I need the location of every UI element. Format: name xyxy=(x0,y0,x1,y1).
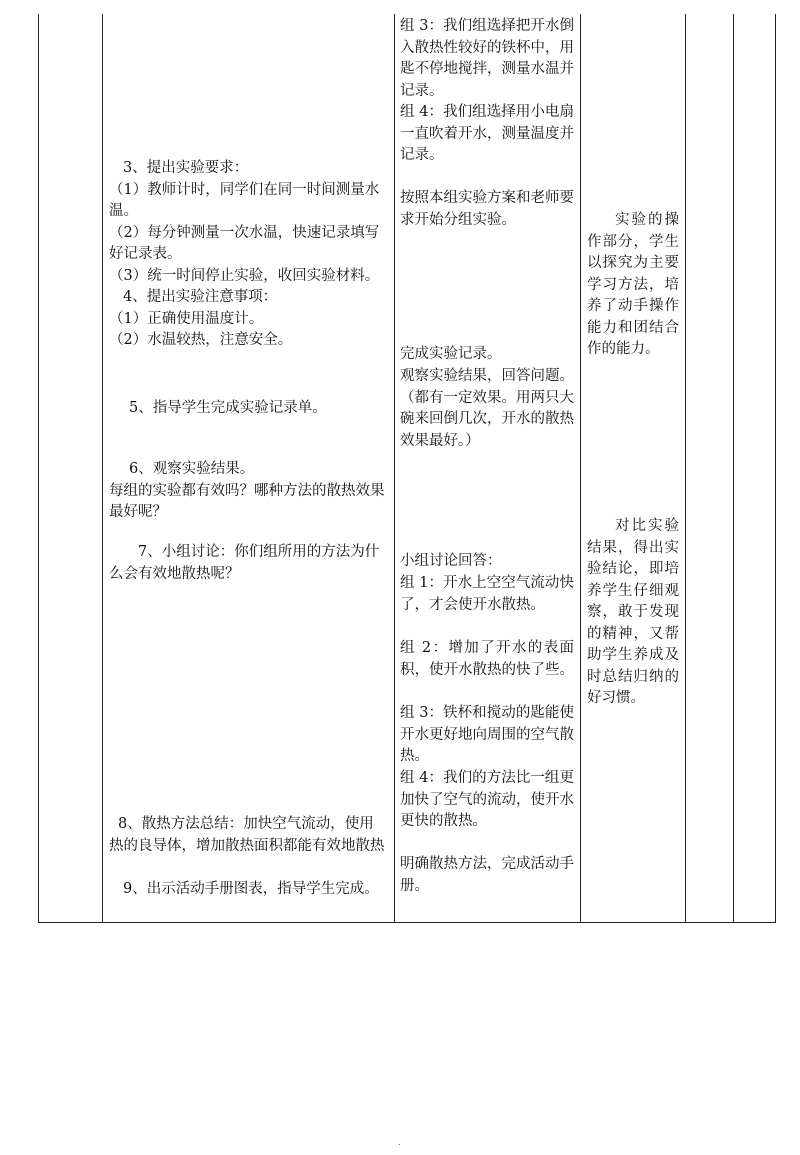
table-divider-1 xyxy=(102,14,103,923)
step-6-title: 6、观察实验结果。 xyxy=(129,461,255,477)
step-3-title: 3、提出实验要求： xyxy=(123,160,249,176)
table-divider-3 xyxy=(580,14,581,923)
step-4-item-2: （2）水温较热，注意安全。 xyxy=(109,332,293,348)
student-finish-handbook: 明确散热方法，完成活动手册。 xyxy=(400,856,574,894)
page-footer-mark: . xyxy=(398,1138,401,1147)
table-divider-2 xyxy=(394,14,395,923)
student-start-experiment: 按照本组实验方案和老师要求开始分组实验。 xyxy=(400,190,574,228)
table-border-right xyxy=(775,14,776,923)
step-6-body: 每组的实验都有效吗？哪种方法的散热效果最好呢？ xyxy=(109,482,385,520)
teacher-step-3 xyxy=(109,158,387,352)
step-3-item-3: （3）统一时间停止实验，收回实验材料。 xyxy=(109,267,380,284)
teacher-step-7: 7、小组讨论：你们组所用的方法为什么会有效地散热呢？ xyxy=(109,544,380,582)
table-divider-4 xyxy=(685,14,686,923)
student-discuss-group-4: 组 4：我们的方法比一组更加快了空气的流动，使开水更快的散热。 xyxy=(400,770,574,829)
student-discuss-title: 小组讨论回答： xyxy=(400,553,502,569)
student-observe-result: 观察实验结果，回答问题。（都有一定效果。用两只大碗来回倒几次，开水的散热效果最好。） xyxy=(400,368,574,449)
table-divider-5 xyxy=(733,14,734,923)
step-4-title: 4、提出实验注意事项： xyxy=(123,289,278,305)
teacher-step-8: 8、散热方法总结：加快空气流动，使用热的良导体，增加散热面积都能有效地散热 xyxy=(109,816,385,854)
table-border-bottom xyxy=(38,922,775,923)
step-3-item-1: （1）教师计时，同学们在同一时间测量水温。 xyxy=(109,181,380,219)
student-plan-group-4: 组 4：我们组选择用小电扇一直吹着开水，测量温度并记录。 xyxy=(400,104,574,163)
table-border-left xyxy=(38,14,39,923)
student-discuss-group-1: 组 1：开水上空空气流动快了，才会使开水散热。 xyxy=(400,575,574,613)
student-discuss-group-2: 组 2：增加了开水的表面积，使开水散热的快了些。 xyxy=(400,640,574,678)
teacher-step-9: 9、出示活动手册图表，指导学生完成。 xyxy=(123,881,379,897)
teacher-step-6 xyxy=(109,459,387,524)
student-complete-record: 完成实验记录。 xyxy=(400,346,502,362)
step-3-item-2: （2）每分钟测量一次水温，快速记录填写好记录表。 xyxy=(109,224,380,262)
teacher-step-5: 5、指导学生完成实验记录单。 xyxy=(129,400,327,416)
student-discuss-group-3: 组 3：铁杯和搅动的匙能使开水更好地向周围的空气散热。 xyxy=(400,705,574,764)
step-4-item-1: （1）正确使用温度计。 xyxy=(109,310,264,327)
intent-experiment: 实验的操作部分，学生以探究为主要学习方法，培养了动手操作能力和团结合作的能力。 xyxy=(587,212,679,357)
intent-comparison: 对比实验结果，得出实验结论，即培养学生仔细观察，敢于发现的精神，又帮助学生养成及时总结归纳的好习惯。 xyxy=(587,518,679,706)
student-plan-group-3: 组 3：我们组选择把开水倒入散热性较好的铁杯中，用匙不停地搅拌，测量水温并记录。 xyxy=(400,18,574,99)
